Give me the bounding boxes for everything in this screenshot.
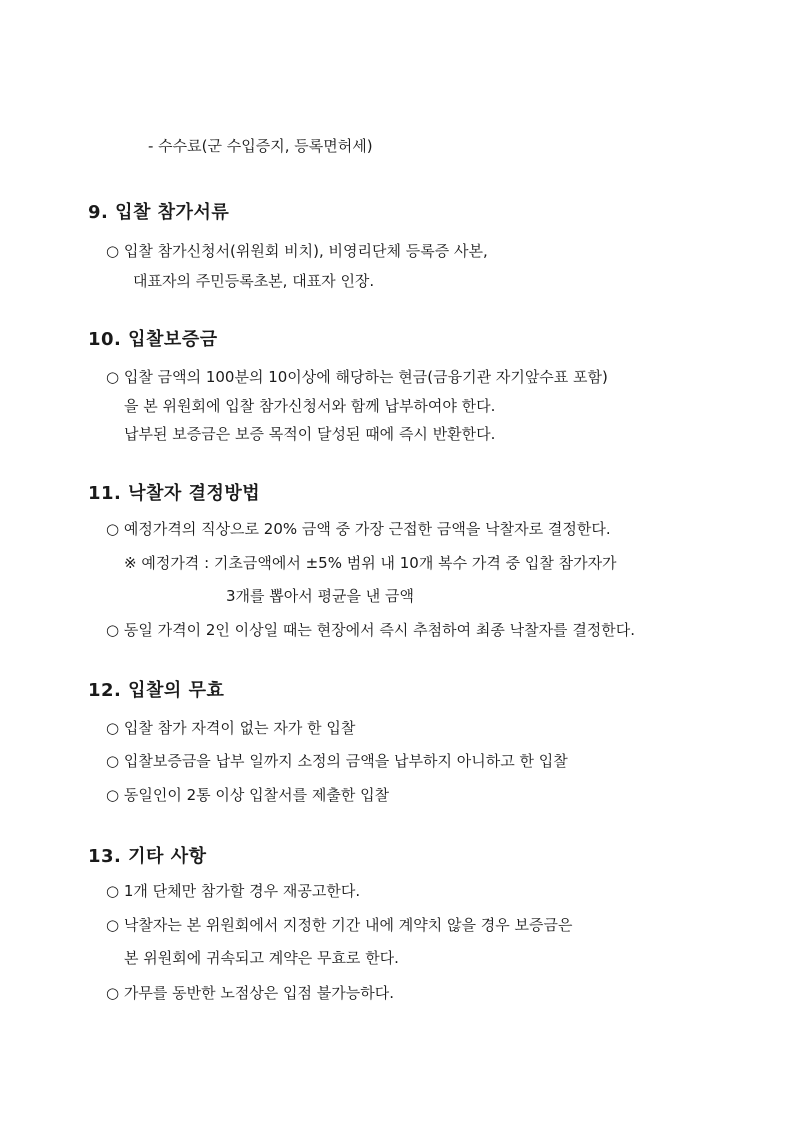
section-12-heading: 12. 입찰의 무효 [88, 680, 225, 701]
section-10-line-3: 납부된 보증금은 보증 목적이 달성된 때에 즉시 반환한다. [124, 425, 496, 443]
section-13-line-4: ○ 가무를 동반한 노점상은 입점 불가능하다. [106, 984, 395, 1002]
section-11-heading: 11. 낙찰자 결정방법 [88, 483, 261, 504]
section-9-heading: 9. 입찰 참가서류 [88, 202, 230, 223]
section-11-line-2: ※ 예정가격 : 기초금액에서 ±5% 범위 내 10개 복수 가격 중 입찰 참가자가 [124, 554, 617, 572]
section-13-heading: 13. 기타 사항 [88, 846, 207, 867]
section-10-heading: 10. 입찰보증금 [88, 329, 218, 350]
section-12-line-2: ○ 입찰보증금을 납부 일까지 소정의 금액을 납부하지 아니하고 한 입찰 [106, 752, 568, 770]
section-11-line-4: ○ 동일 가격이 2인 이상일 때는 현장에서 즉시 추첨하여 최종 낙찰자를 결정한다. [106, 621, 636, 639]
section-13-line-3: 본 위원회에 귀속되고 계약은 무효로 한다. [124, 949, 399, 967]
section-12-line-1: ○ 입찰 참가 자격이 없는 자가 한 입찰 [106, 719, 356, 737]
section-9-line-2: 대표자의 주민등록초본, 대표자 인장. [133, 272, 375, 290]
section-10-line-1: ○ 입찰 금액의 100분의 10이상에 해당하는 현금(금융기관 자기앞수표 포함) [106, 368, 608, 386]
section-11-line-3: 3개를 뽑아서 평균을 낸 금액 [226, 587, 415, 605]
section-12-line-3: ○ 동일인이 2통 이상 입찰서를 제출한 입찰 [106, 786, 390, 804]
section-11-line-1: ○ 예정가격의 직상으로 20% 금액 중 가장 근접한 금액을 낙찰자로 결정한다. [106, 520, 611, 538]
section-9-line-1: ○ 입찰 참가신청서(위원회 비치), 비영리단체 등록증 사본, [106, 242, 488, 260]
section-13-line-2: ○ 낙찰자는 본 위원회에서 지정한 기간 내에 계약치 않을 경우 보증금은 [106, 916, 573, 934]
fee-line: - 수수료(군 수입증지, 등록면허세) [148, 137, 373, 155]
section-13-line-1: ○ 1개 단체만 참가할 경우 재공고한다. [106, 882, 361, 900]
section-10-line-2: 을 본 위원회에 입찰 참가신청서와 함께 납부하여야 한다. [124, 397, 496, 415]
